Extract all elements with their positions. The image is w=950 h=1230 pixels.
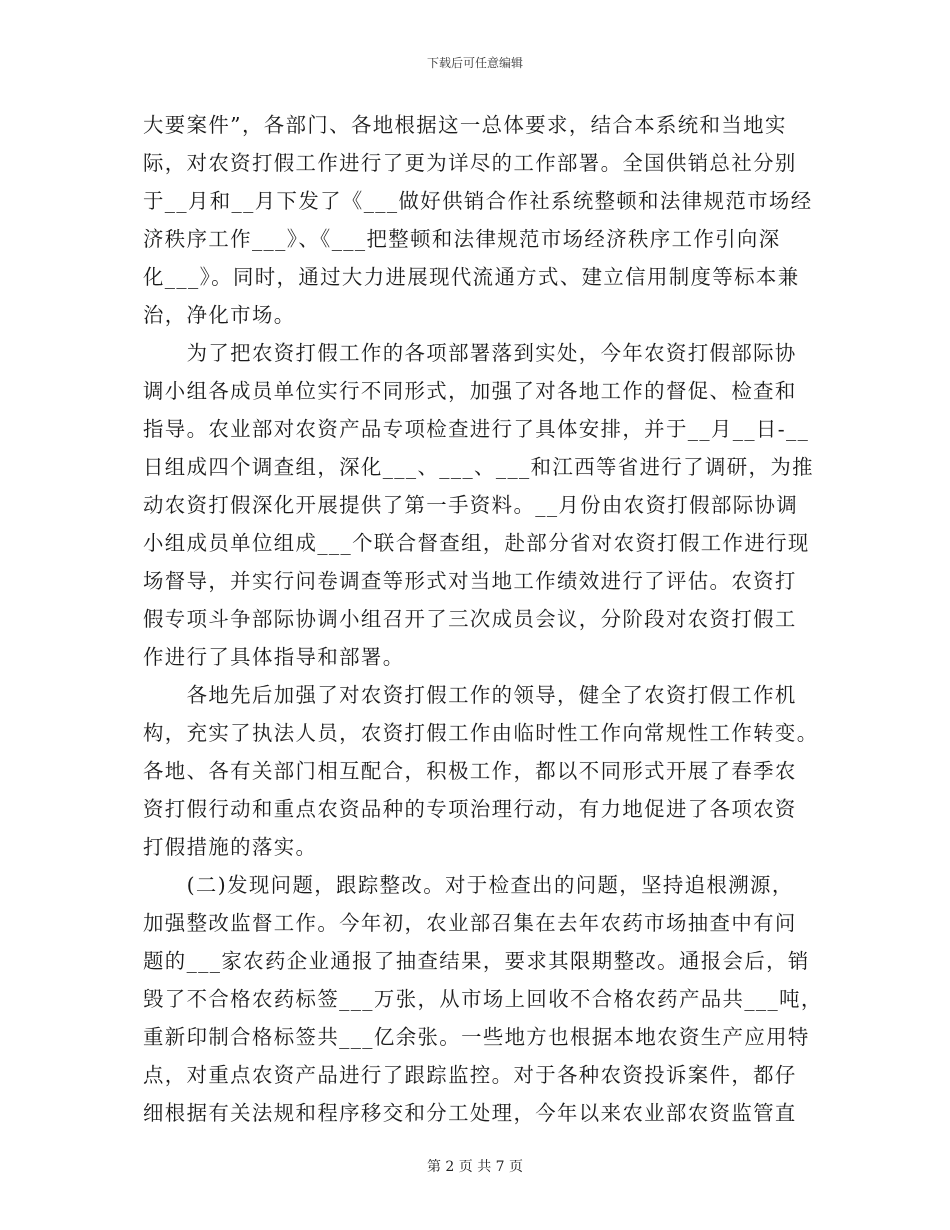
text-line: 资打假行动和重点农资品种的专项治理行动，有力地促进了各项农资 (143, 797, 797, 821)
page-header: 下载后可任意编辑 (426, 56, 523, 70)
text-line: 各地、各有关部门相互配合，积极工作，都以不同形式开展了春季农 (143, 759, 797, 783)
text-line: 济秩序工作___》、《___把整顿和法律规范市场经济秩序工作引向深 (143, 227, 781, 251)
text-line: 打假措施的落实。 (143, 835, 318, 859)
text-line: 调小组各成员单位实行不同形式，加强了对各地工作的督促、检查和 (143, 379, 797, 403)
text-line: 为了把农资打假工作的各项部署落到实处，今年农资打假部际协 (143, 341, 797, 365)
text-line: 日组成四个调查组，深化___、___、___和江西等省进行了调研，为推 (143, 455, 814, 479)
text-line: 细根据有关法规和程序移交和分工处理，今年以来农业部农资监管直 (143, 1101, 797, 1125)
text-line: 治，净化市场。 (143, 303, 296, 327)
text-line: 指导。农业部对农资产品专项检查进行了具体安排，并于__月__日-__ (143, 417, 810, 441)
text-line: 各地先后加强了对农资打假工作的领导，健全了农资打假工作机 (143, 683, 797, 707)
text-line: 重新印制合格标签共___亿余张。一些地方也根据本地农资生产应用特 (143, 1025, 810, 1049)
page-footer: 第 2 页 共 7 页 (426, 1159, 524, 1175)
text-line: 场督导，并实行问卷调查等形式对当地工作绩效进行了评估。农资打 (143, 569, 797, 593)
text-line: 动农资打假深化开展提供了第一手资料。__月份由农资打假部际协调 (143, 493, 799, 517)
text-line: 加强整改监督工作。今年初，农业部召集在去年农药市场抽查中有问 (143, 911, 797, 935)
document-body (143, 106, 823, 1132)
text-line: 作进行了具体指导和部署。 (143, 645, 405, 669)
text-line: 化___》。同时，通过大力进展现代流通方式、建立信用制度等标本兼 (143, 265, 800, 289)
text-line: 际，对农资打假工作进行了更为详尽的工作部署。全国供销总社分别 (143, 151, 797, 175)
text-line: 毁了不合格农药标签___万张，从市场上回收不合格农药产品共___吨， (143, 987, 823, 1011)
text-line: 大要案件”，各部门、各地根据这一总体要求，结合本系统和当地实 (143, 113, 787, 137)
text-line: 假专项斗争部际协调小组召开了三次成员会议，分阶段对农资打假工 (143, 607, 797, 631)
text-line: 小组成员单位组成___个联合督查组，赴部分省对农资打假工作进行现 (143, 531, 810, 555)
text-line: 构，充实了执法人员，农资打假工作由临时性工作向常规性工作转变。 (143, 721, 819, 745)
text-line: (二)发现问题，跟踪整改。对于检查出的问题，坚持追根溯源， (143, 873, 794, 897)
text-line: 点，对重点农资产品进行了跟踪监控。对于各种农资投诉案件，都仔 (143, 1063, 797, 1087)
text-line: 于__月和__月下发了《___做好供销合作社系统整顿和法律规范市场经 (143, 189, 813, 213)
text-line: 题的___家农药企业通报了抽查结果，要求其限期整改。通报会后，销 (143, 949, 810, 973)
